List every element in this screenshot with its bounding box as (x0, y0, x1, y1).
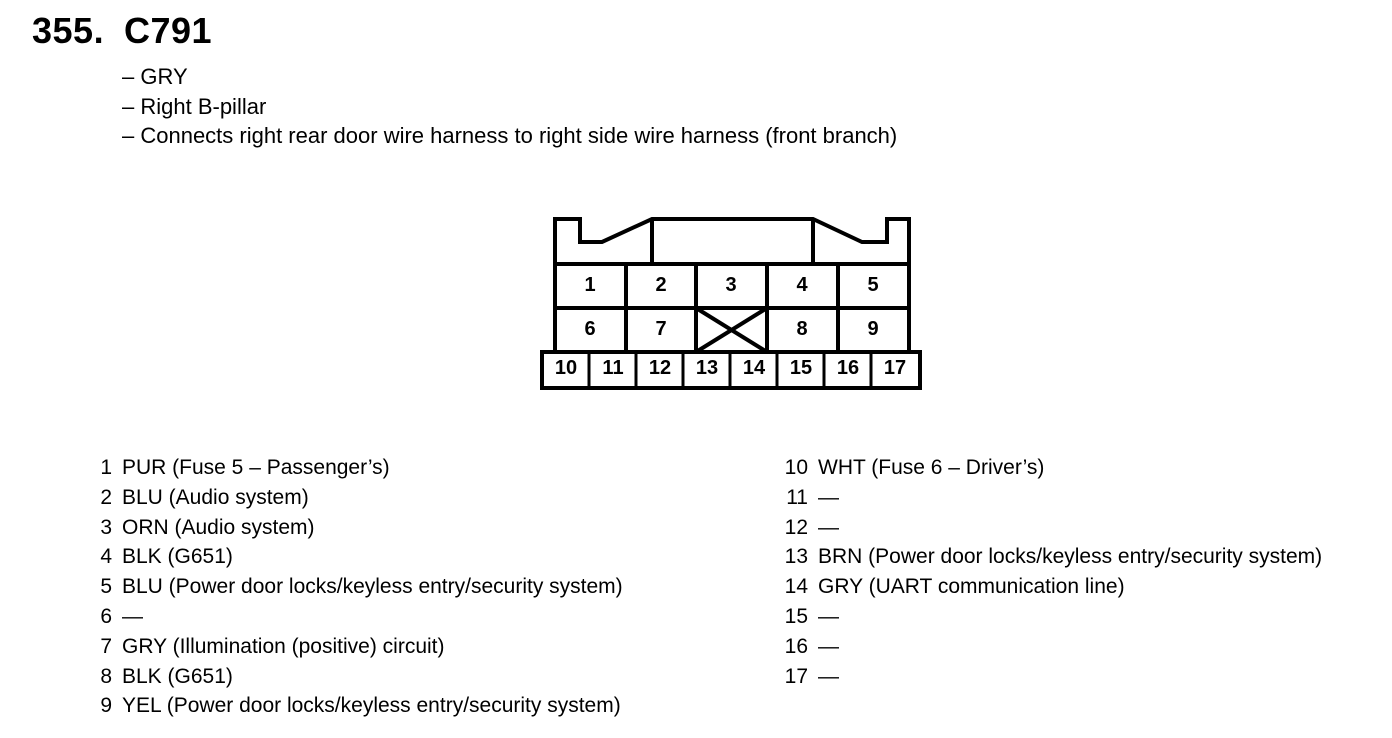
cavity-label: 4 (796, 274, 808, 296)
pin-row (94, 602, 623, 632)
pin-row (94, 453, 623, 483)
cavity-label: 6 (584, 318, 596, 340)
pin-number: 14 (784, 575, 808, 599)
pin-number: 7 (100, 634, 112, 658)
pin-row (94, 483, 623, 513)
pin-description: PUR (Fuse 5 – Passenger’s) (122, 456, 390, 479)
pin-list-right (780, 453, 1322, 691)
pin-description: — (122, 604, 143, 628)
cavity-label: 12 (648, 357, 672, 379)
cavity-label: 1 (584, 274, 596, 296)
pin-number: 2 (100, 485, 112, 509)
pin-row (94, 572, 623, 602)
pin-row (780, 572, 1322, 602)
pin-row (94, 542, 623, 572)
section-number: 355. (32, 10, 105, 51)
pin-number: 1 (100, 456, 112, 479)
pin-description: ORN (Audio system) (122, 515, 315, 539)
pin-number: 15 (784, 604, 808, 628)
pin-number: 3 (100, 515, 112, 539)
cavity-label: 10 (554, 357, 578, 379)
pin-description: BRN (Power door locks/keyless entry/security system) (818, 545, 1323, 569)
pin-row (780, 513, 1322, 543)
pin-description: — (818, 485, 839, 509)
pin-row (780, 632, 1322, 662)
cavity-label: 13 (695, 357, 719, 379)
pin-description: BLU (Power door locks/keyless entry/security system) (122, 575, 623, 599)
cavity-label: 5 (867, 274, 879, 296)
pin-description: WHT (Fuse 6 – Driver’s) (818, 456, 1045, 479)
pin-row (780, 662, 1322, 692)
description-color: – GRY (122, 64, 188, 89)
pin-description: — (818, 604, 839, 628)
pin-description: BLU (Audio system) (122, 485, 309, 509)
cavity-label: 11 (602, 357, 624, 379)
pin-number: 4 (100, 545, 112, 569)
cavity-label: 8 (796, 318, 808, 340)
cavity-label: 7 (655, 318, 667, 340)
pin-number: 12 (784, 515, 808, 539)
pin-row (94, 513, 623, 543)
pin-number: 16 (784, 634, 808, 658)
pin-description: BLK (G651) (122, 545, 233, 569)
pin-number: 5 (100, 575, 112, 599)
pin-number: 9 (100, 694, 112, 718)
cavity-label: 17 (883, 357, 907, 379)
pin-description: — (818, 664, 839, 688)
pin-row (94, 632, 623, 662)
pin-description: BLK (G651) (122, 664, 233, 688)
pin-row (780, 602, 1322, 632)
cavity-label: 9 (867, 318, 879, 340)
cavity-label: 2 (655, 274, 667, 296)
pin-row (780, 483, 1322, 513)
pin-description: GRY (UART communication line) (818, 575, 1125, 599)
pin-row (94, 691, 623, 721)
description-connection: – Connects right rear door wire harness to right side wire harness (front branch) (122, 123, 898, 148)
pin-row (94, 662, 623, 692)
pin-number: 17 (784, 664, 808, 688)
connector-id: C791 (124, 10, 213, 51)
cavity-label: 15 (789, 357, 813, 379)
pin-number: 11 (786, 485, 808, 509)
pin-number: 8 (100, 664, 112, 688)
description-location: – Right B-pillar (122, 93, 267, 119)
pin-description: — (818, 634, 839, 658)
cavity-label: 16 (836, 357, 860, 379)
pin-row (780, 542, 1322, 572)
pin-number: 13 (784, 545, 808, 569)
cavity-label: 14 (742, 357, 766, 379)
pin-description: — (818, 515, 839, 539)
pin-description: GRY (Illumination (positive) circuit) (122, 634, 445, 658)
pin-description: YEL (Power door locks/keyless entry/security system) (122, 694, 621, 718)
pin-row (780, 453, 1322, 483)
cavity-label: 3 (725, 274, 737, 296)
pin-number: 10 (784, 456, 808, 479)
pin-list-left (94, 453, 623, 721)
pin-number: 6 (100, 604, 112, 628)
